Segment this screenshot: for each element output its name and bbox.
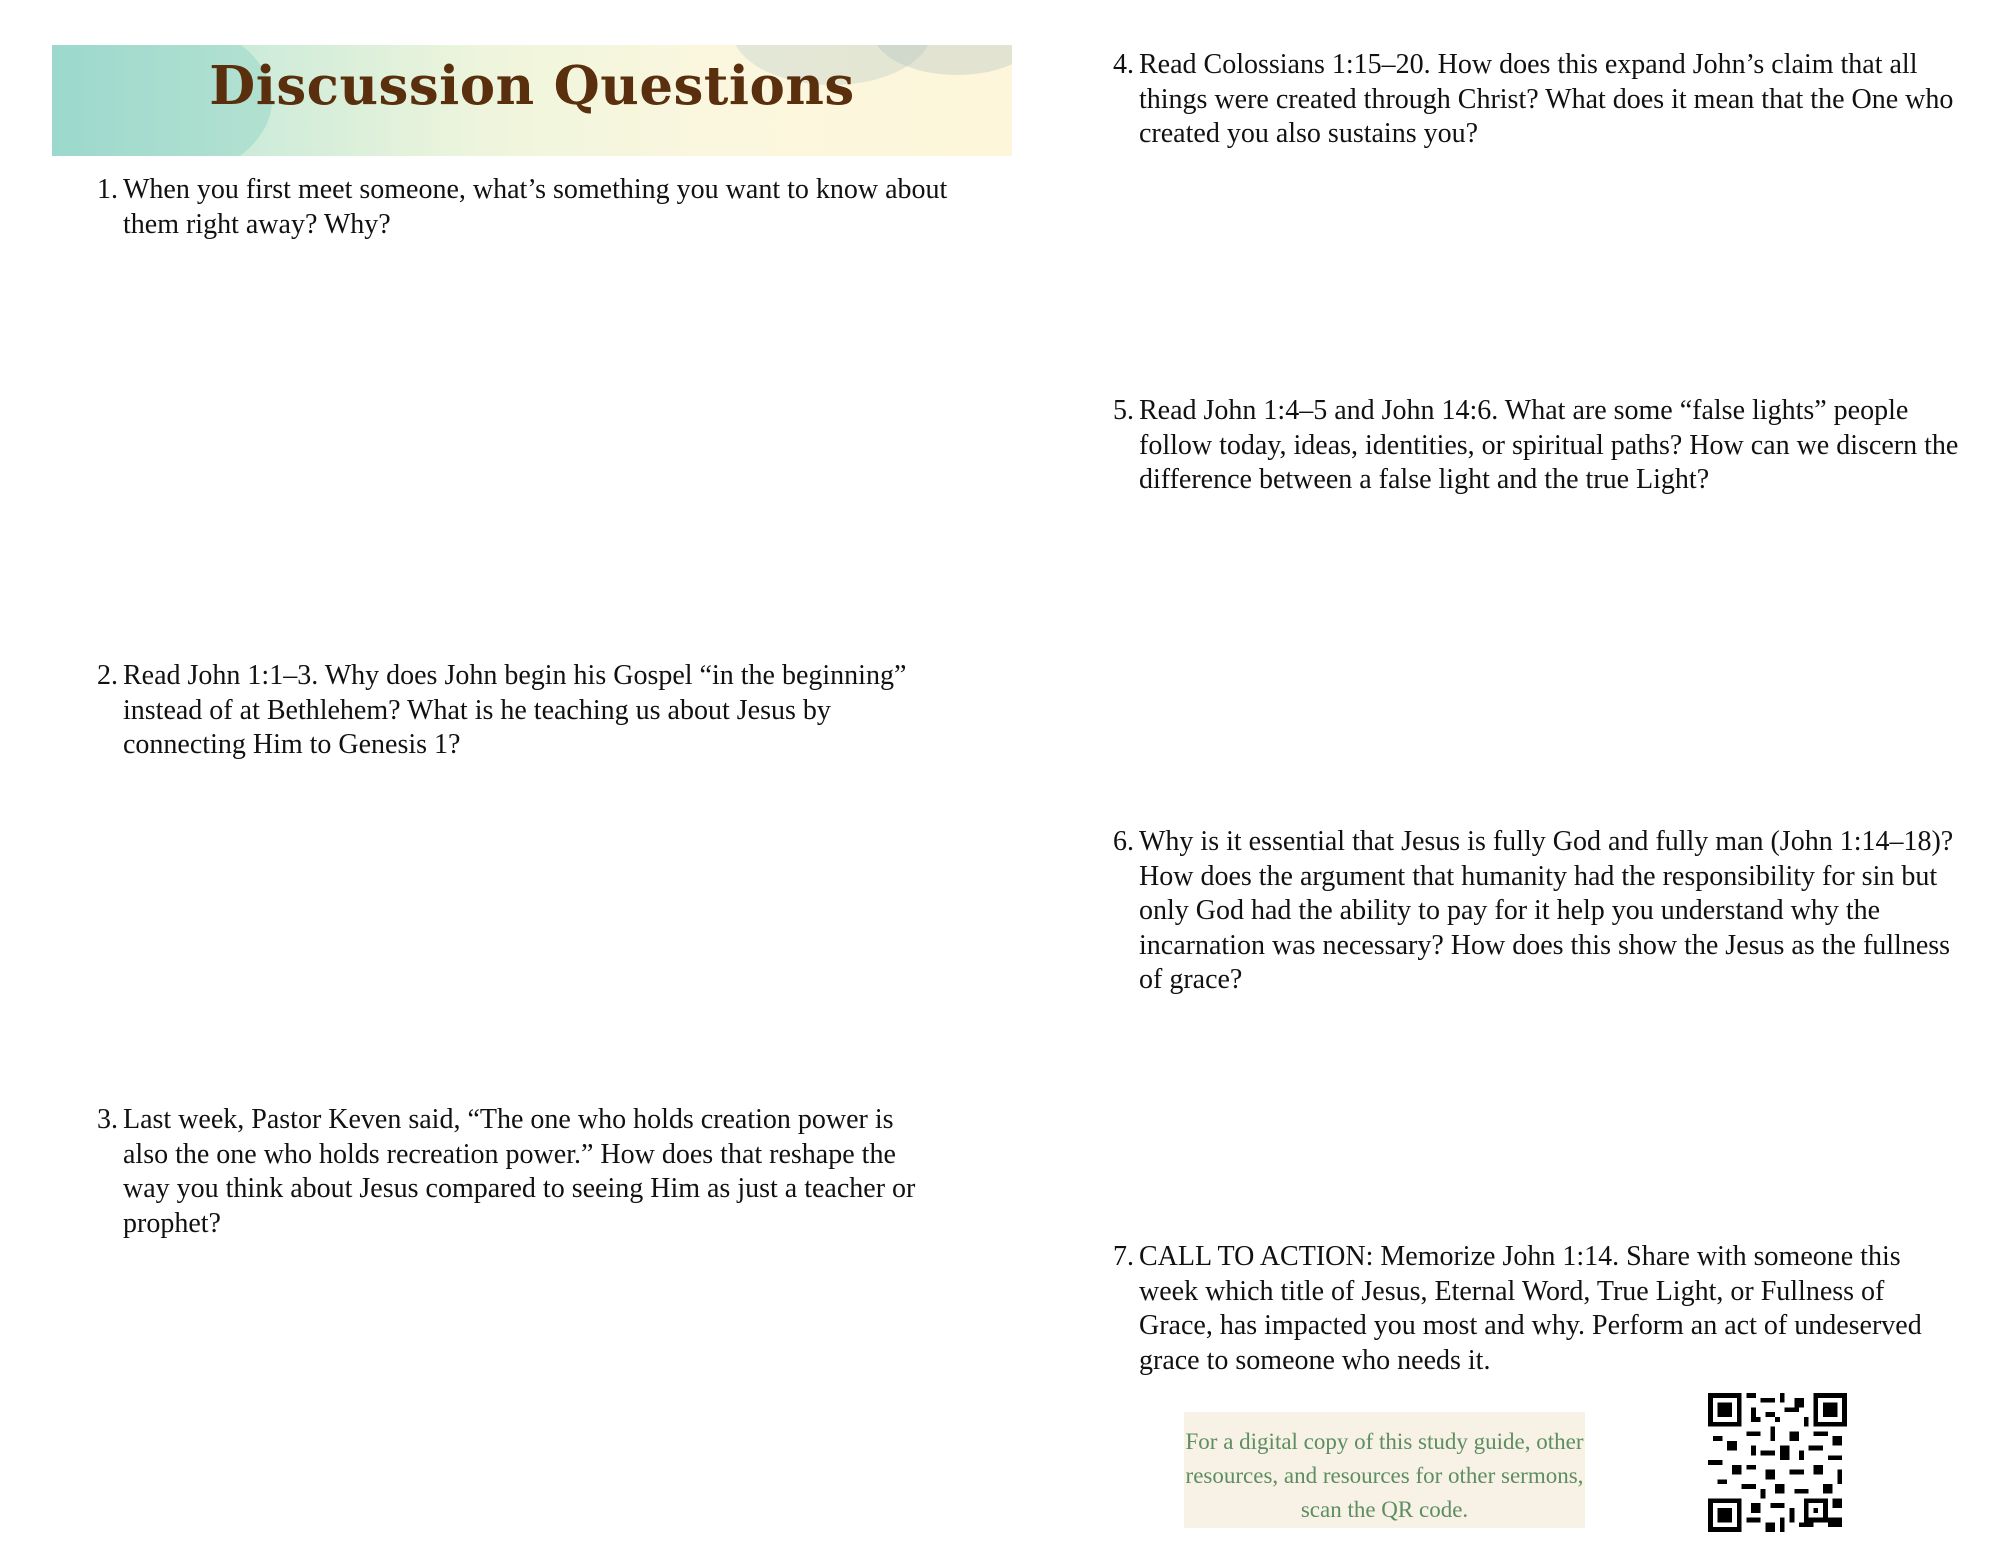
question-5 xyxy=(1113,394,1963,498)
digital-copy-note: For a digital copy of this study guide, other resources, and resources for other sermons, scan the QR code. xyxy=(1184,1412,1585,1528)
question-text: Read John 1:4–5 and John 14:6. What are some “false lights” people follow today, ideas, identities, or spiritual paths? How can we discern the difference between a false light and the true Light? xyxy=(1139,395,1959,495)
question-4 xyxy=(1113,48,1963,152)
title-banner xyxy=(52,45,1012,156)
question-number: 7. xyxy=(1113,1241,1134,1272)
qr-code-icon[interactable] xyxy=(1708,1393,1847,1532)
question-text: Read Colossians 1:15–20. How does this expand John’s claim that all things were created through Christ? What does it mean that the One who created you also sustains you? xyxy=(1139,49,1954,149)
page-title: Discussion Questions xyxy=(209,55,855,117)
question-text: Last week, Pastor Keven said, “The one who holds creation power is also the one who holds recreation power.” How does that reshape the way you think about Jesus compared to seeing Him as just a teacher or prophet? xyxy=(123,1104,916,1239)
question-3 xyxy=(97,1103,942,1241)
question-2 xyxy=(97,659,937,763)
question-text: When you first meet someone, what’s something you want to know about them right away? Why? xyxy=(123,174,948,240)
question-number: 5. xyxy=(1113,395,1134,426)
question-1 xyxy=(97,173,957,242)
question-text: Why is it essential that Jesus is fully God and fully man (John 1:14–18)? How does the argument that humanity had the responsibility for sin but only God had the ability to pay for it help you understand why the incarnation was necessary? How does this show the Jesus as the fullness of grace? xyxy=(1139,826,1954,995)
question-6 xyxy=(1113,825,1968,998)
question-number: 6. xyxy=(1113,826,1134,857)
question-number: 4. xyxy=(1113,49,1134,80)
question-number: 3. xyxy=(97,1104,118,1135)
question-text: Read John 1:1–3. Why does John begin his Gospel “in the beginning” instead of at Bethlehem? What is he teaching us about Jesus by connecting Him to Genesis 1? xyxy=(123,660,907,760)
question-text: CALL TO ACTION: Memorize John 1:14. Share with someone this week which title of Jesus, Eternal Word, True Light, or Fullness of Grace, has impacted you most and why. Perform an act of undeserved grace to someone who needs it. xyxy=(1139,1241,1922,1376)
question-7 xyxy=(1113,1240,1963,1378)
question-number: 2. xyxy=(97,660,118,691)
question-number: 1. xyxy=(97,174,118,205)
